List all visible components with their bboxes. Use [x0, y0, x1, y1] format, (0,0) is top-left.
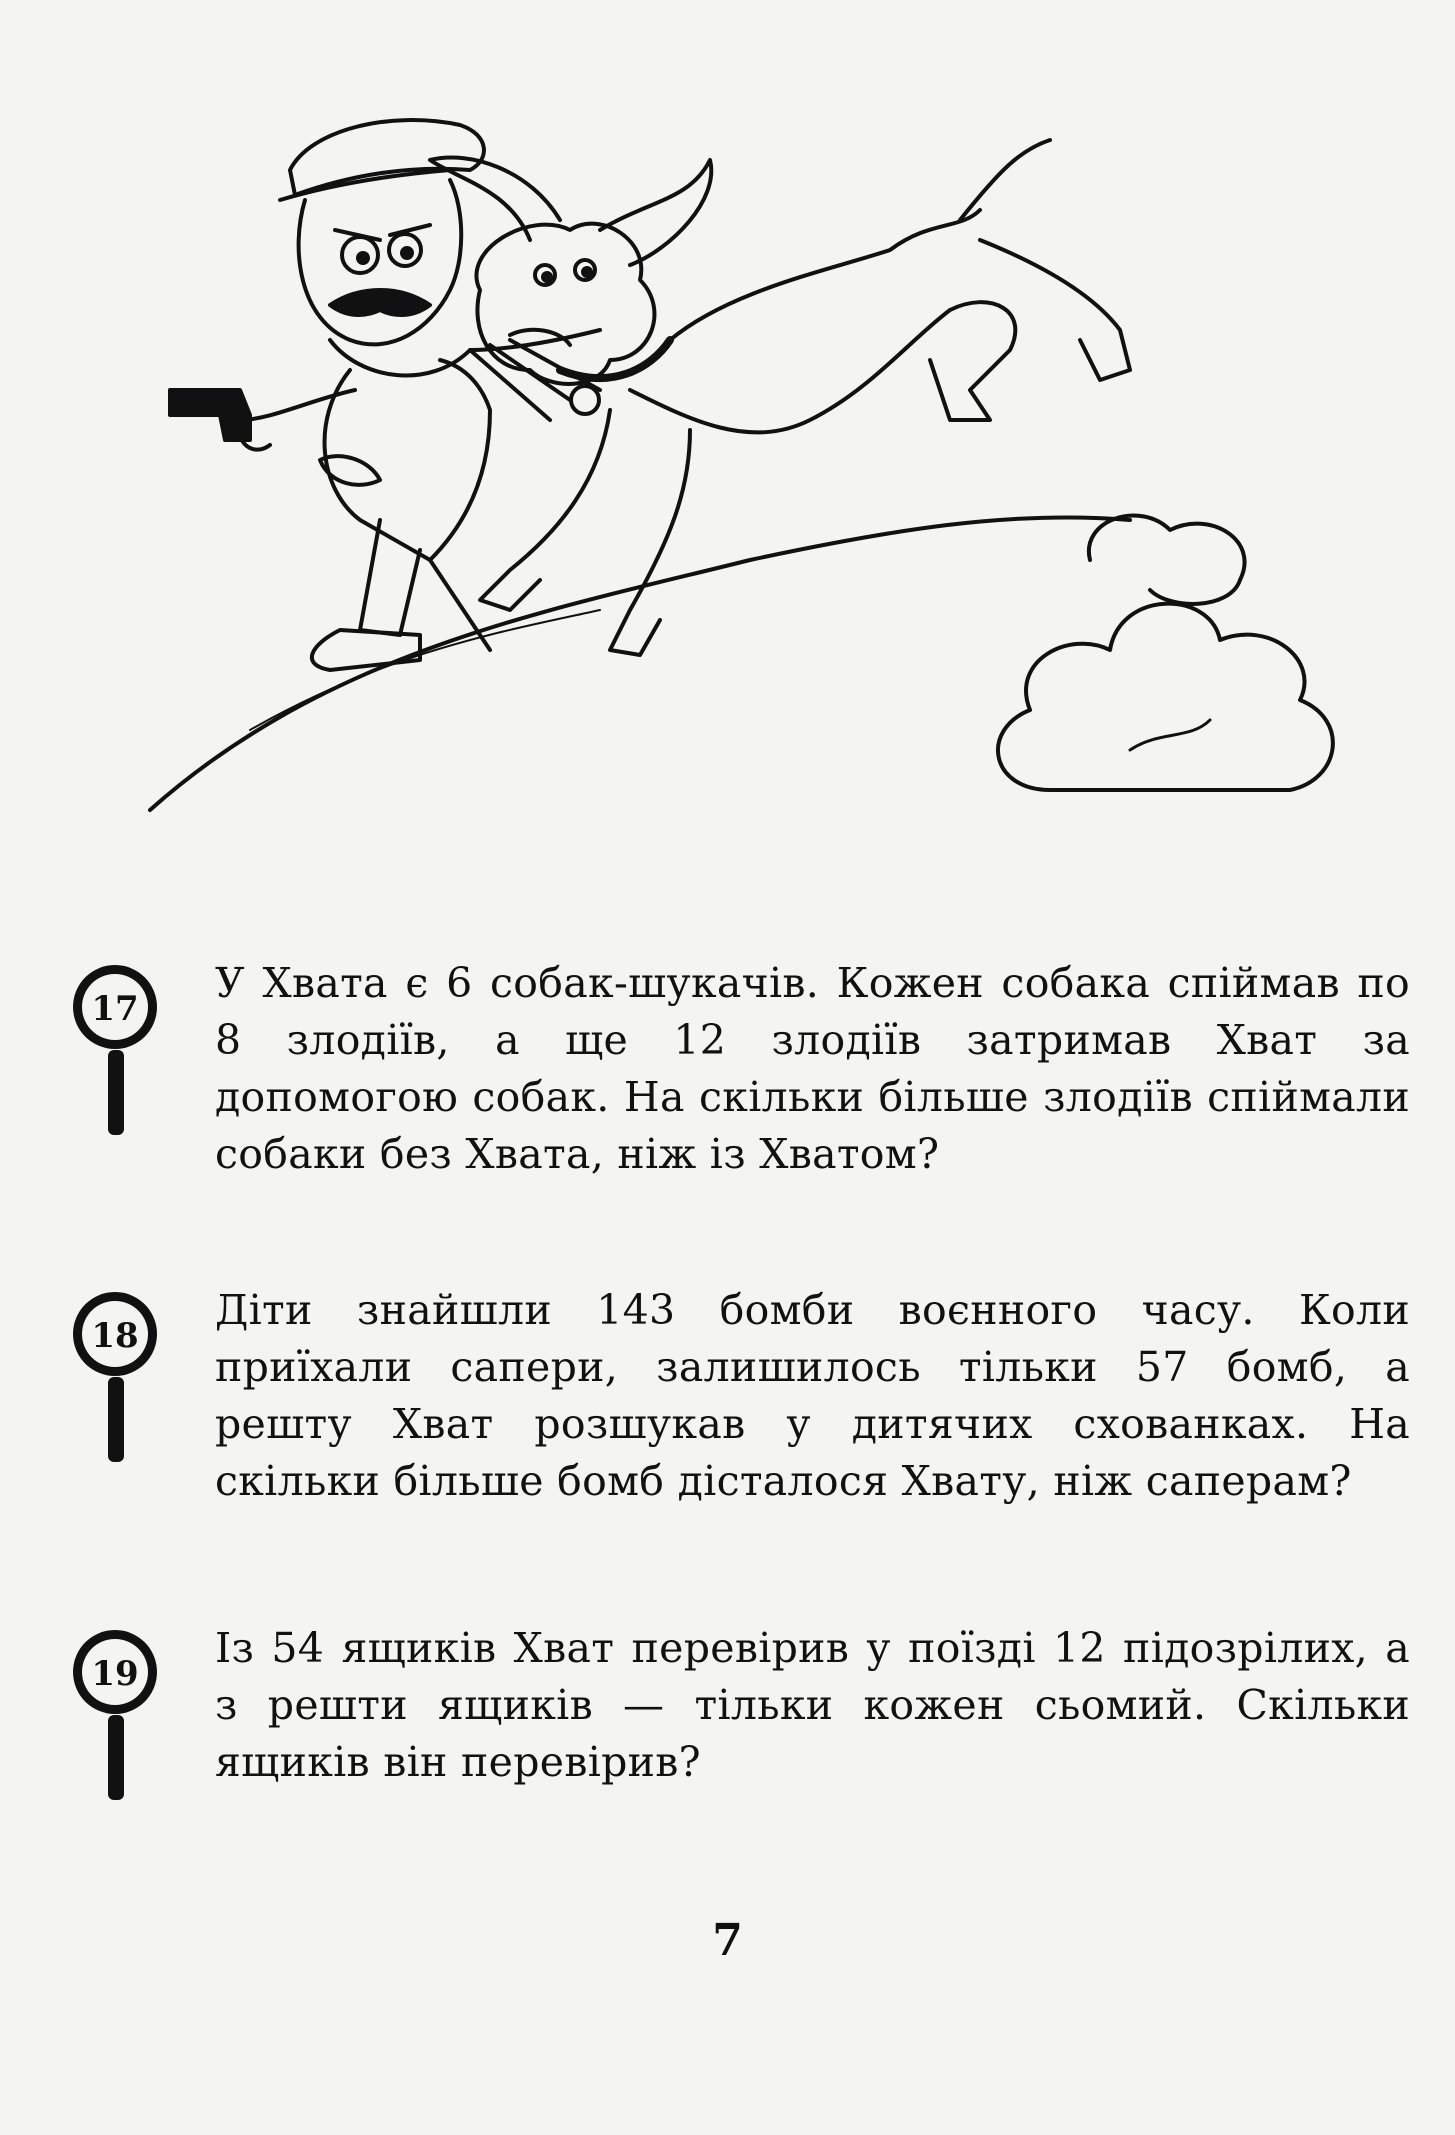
problem-text: У Хвата є 6 собак-шукачів. Кожен собака спіймав по 8 злодіїв, а ще 12 злодіїв затримав Хват за допомогою собак. На скільки більше злодіїв спіймали собаки без Хвата, ніж із Хватом? [215, 959, 1410, 1178]
problem-number: 18 [91, 1316, 139, 1356]
problem-text: Діти знайшли 143 бомби воєнного часу. Коли приїхали сапери, залишилось тільки 57 бомб, а решту Хват розшукав у дитячих схованках. На скільки більше бомб дісталося Хвату, ніж саперам? [215, 1286, 1410, 1505]
detective-with-dog-illustration [130, 90, 1370, 880]
problem-text: Із 54 ящиків Хват перевірив у поїзді 12 підозрілих, а з решти ящиків — тільки кожен сьомий. Скільки ящиків він перевірив? [215, 1624, 1410, 1786]
magnifier-number-icon [70, 1282, 160, 1472]
magnifier-number-icon [70, 1620, 160, 1810]
problem-number: 17 [91, 989, 139, 1029]
problem-number: 19 [91, 1654, 139, 1694]
page-number: 7 [712, 1915, 743, 1966]
magnifier-number-icon [70, 955, 160, 1145]
